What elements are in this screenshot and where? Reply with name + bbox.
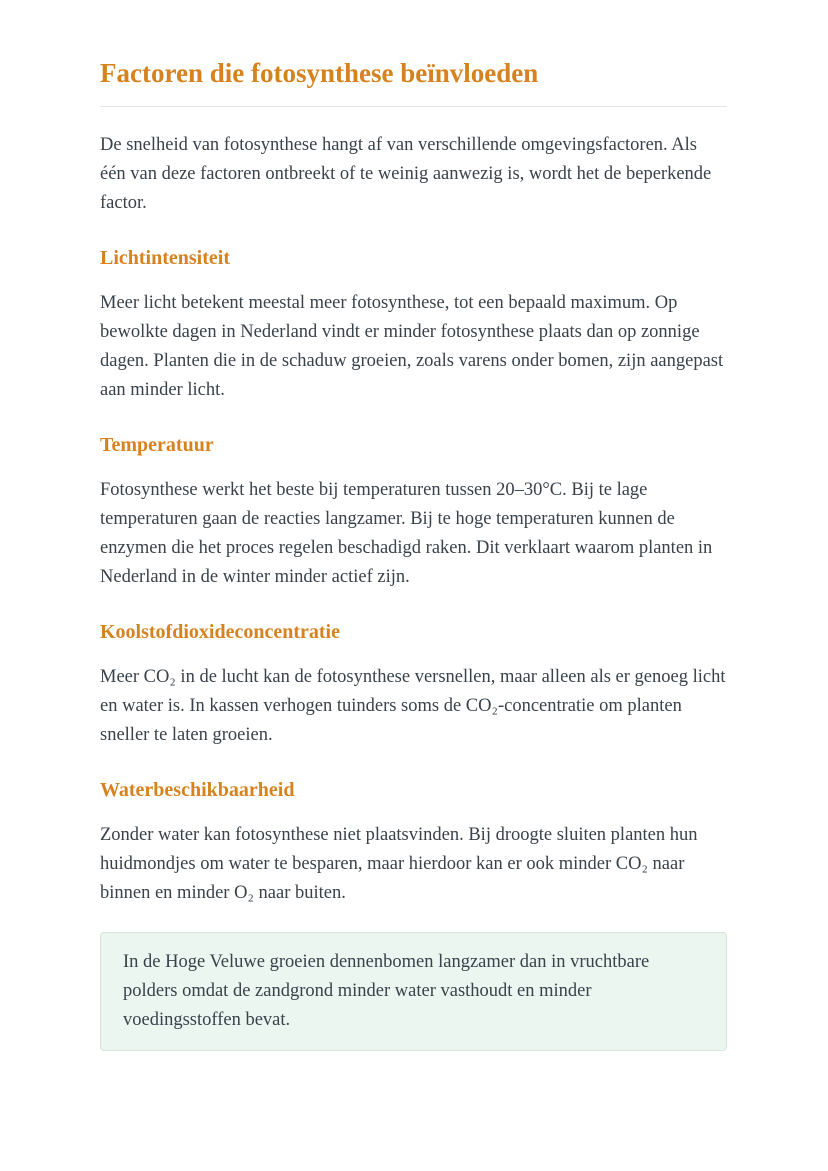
section-koolstofdioxideconcentratie xyxy=(100,620,727,750)
section-body-koolstofdioxideconcentratie: Meer CO₂ in de lucht kan de fotosynthese versnellen, maar alleen als er genoeg licht en water is. In kassen verhogen tuinders soms de CO₂-concentratie om planten sneller te laten groeien. xyxy=(100,667,726,745)
section-lichtintensiteit xyxy=(100,246,727,405)
callout-text: In de Hoge Veluwe groeien dennenbomen langzamer dan in vruchtbare polders omdat de zandgrond minder water vasthoudt en minder voedingsstoffen bevat. xyxy=(123,952,650,1030)
title-divider xyxy=(100,106,727,107)
section-heading-temperatuur: Temperatuur xyxy=(100,434,214,456)
section-waterbeschikbaarheid xyxy=(100,778,727,908)
section-body-waterbeschikbaarheid: Zonder water kan fotosynthese niet plaatsvinden. Bij droogte sluiten planten hun huidmondjes om water te besparen, maar hierdoor kan er ook minder CO₂ naar binnen en minder O₂ naar buiten. xyxy=(100,825,698,903)
section-body-temperatuur: Fotosynthese werkt het beste bij temperaturen tussen 20–30°C. Bij te lage temperaturen gaan de reacties langzamer. Bij te hoge temperaturen kunnen de enzymen die het proces regelen beschadigd raken. Dit verklaart waarom planten in Nederland in de winter minder actief zijn. xyxy=(100,480,713,587)
section-heading-waterbeschikbaarheid: Waterbeschikbaarheid xyxy=(100,779,295,801)
section-temperatuur xyxy=(100,433,727,592)
section-body-lichtintensiteit: Meer licht betekent meestal meer fotosynthese, tot een bepaald maximum. Op bewolkte dagen in Nederland vindt er minder fotosynthese plaats dan op zonnige dagen. Planten die in de schaduw groeien, zoals varens onder bomen, zijn aangepast aan minder licht. xyxy=(100,293,724,400)
callout-box xyxy=(100,932,727,1051)
section-heading-koolstofdioxideconcentratie: Koolstofdioxideconcentratie xyxy=(100,621,340,643)
section-heading-lichtintensiteit: Lichtintensiteit xyxy=(100,247,230,269)
intro-paragraph: De snelheid van fotosynthese hangt af van verschillende omgevingsfactoren. Als één van deze factoren ontbreekt of te weinig aanwezig is, wordt het de beperkende factor. xyxy=(100,135,712,213)
page-title: Factoren die fotosynthese beïnvloeden xyxy=(100,58,539,88)
